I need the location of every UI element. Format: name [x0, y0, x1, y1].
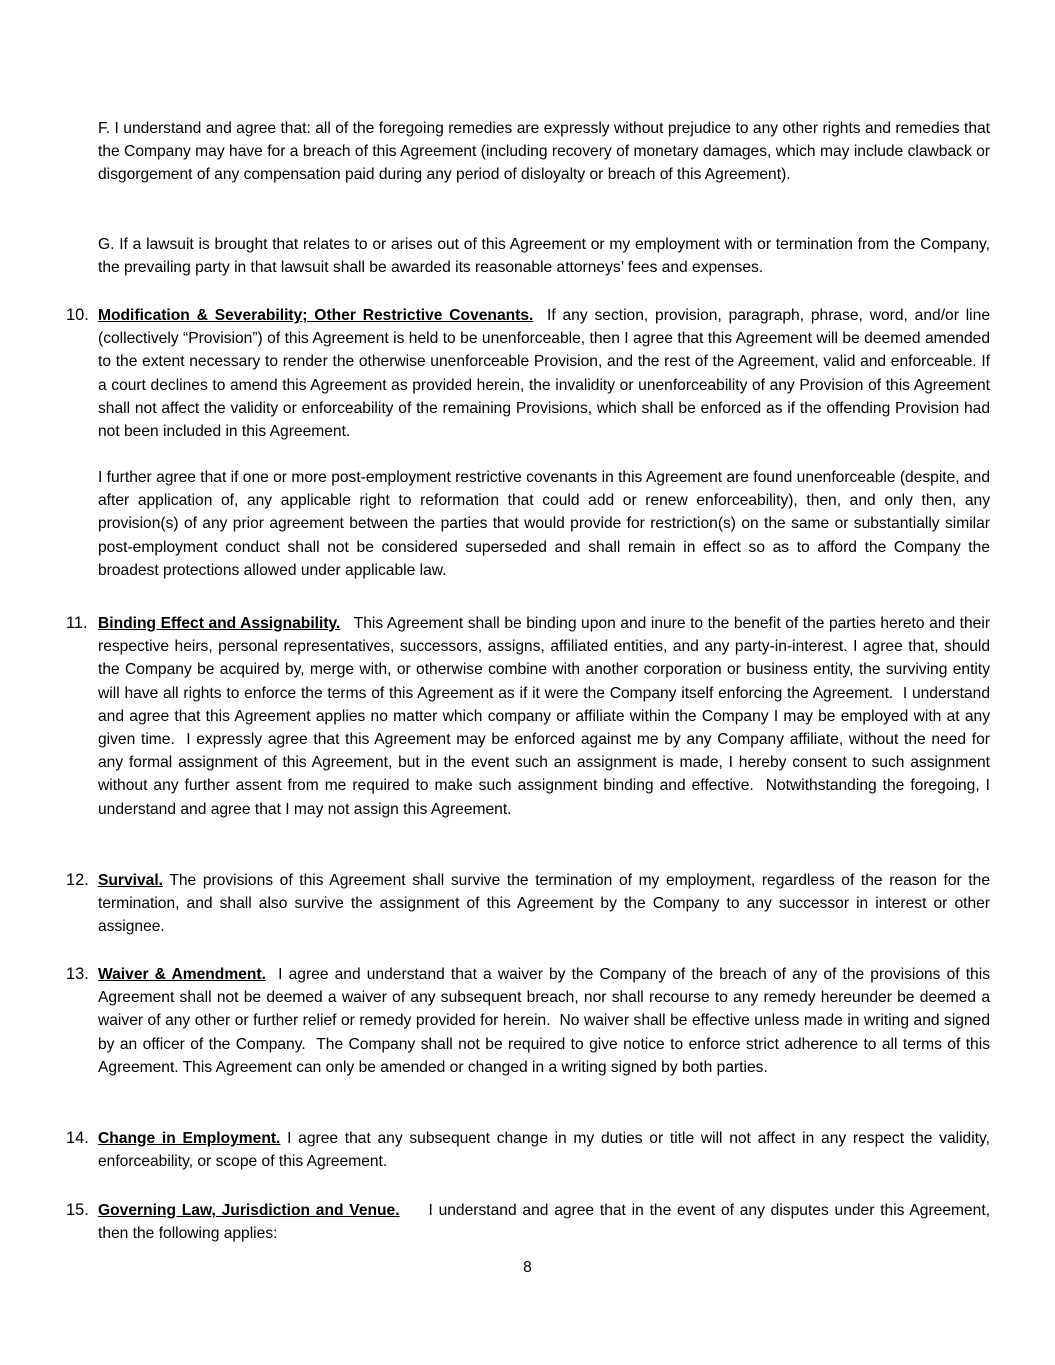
- section-number: 11.: [66, 614, 88, 632]
- section-10-paragraph-2: I further agree that if one or more post-employment restrictive covenants in this Agreement are found unenforceable (despite, and after application of, any applicable right to reformation that could add or renew enforceability), then, and only then, any provision(s) of any prior agreement between the parties that would provide for restriction(s) on the same or substantially similar post-employment conduct shall not be considered superseded and shall remain in effect so as to afford the Company the broadest protections allowed under applicable law.: [98, 469, 990, 579]
- section-body: [98, 869, 995, 939]
- section-body: [98, 963, 995, 1079]
- section-body: [98, 304, 995, 443]
- section-12: [66, 869, 995, 939]
- section-14: [66, 1127, 995, 1173]
- section-13: [66, 963, 995, 1079]
- section-number: 13.: [66, 965, 89, 983]
- section-text: This Agreement shall be binding upon and inure to the benefit of the parties hereto and their respective heirs, personal representatives, successors, assigns, affiliated entities, and any party-in-interest. I agree that, should the Company be acquired by, merge with, or otherwise combine with another corporation or business entity, the surviving entity will have all rights to enforce the terms of this Agreement as if it were the Company itself enforcing the Agreement. I understand and agree that this Agreement applies no matter which company or affiliate within the Company I may be employed with at any given time. I expressly agree that this Agreement may be enforced against me by any Company affiliate, without the need for any formal assignment of this Agreement, but in the event such an assignment is made, I hereby consent to such assignment without any further assent from me required to make such assignment binding and effective. Notwithstanding the foregoing, I understand and agree that I may not assign this Agreement.: [98, 615, 995, 818]
- section-number: 15.: [66, 1201, 89, 1219]
- page-number: 8: [523, 1259, 532, 1276]
- section-number: 10.: [66, 306, 89, 324]
- paragraph-g: G. If a lawsuit is brought that relates to or arises out of this Agreement or my employment with or termination from the Company, the prevailing party in that lawsuit shall be awarded its reasonable attorneys’ fees and expenses.: [98, 236, 990, 277]
- section-body: [98, 1199, 995, 1245]
- section-body: [98, 612, 995, 821]
- section-body: [98, 1127, 995, 1173]
- section-11: [66, 612, 995, 821]
- section-heading: Survival.: [98, 872, 164, 889]
- section-text: I understand and agree that in the event of any disputes under this Agreement, then the following applies:: [98, 1202, 995, 1243]
- section-text: If any section, provision, paragraph, phrase, word, and/or line (collectively “Provision”) of this Agreement is held to be unenforceable, then I agree that this Agreement will be deemed amended to the extent necessary to render the otherwise unenforceable Provision, and the rest of the Agreement, valid and enforceable. If a court declines to amend this Agreement as provided herein, the invalidity or unenforceability of any Provision of this Agreement shall not affect the validity or enforceability of the remaining Provisions, which shall be enforced as if the offending Provision had not been included in this Agreement.: [98, 307, 995, 441]
- section-text: The provisions of this Agreement shall survive the termination of my employment, regardless of the reason for the termination, and shall also survive the assignment of this Agreement by the Company to any successor in interest or other assignee.: [98, 872, 995, 936]
- section-number: 14.: [66, 1129, 89, 1147]
- section-number: 12.: [66, 871, 89, 889]
- section-15: [66, 1199, 995, 1245]
- paragraph-f: F. I understand and agree that: all of the foregoing remedies are expressly without prejudice to any other rights and remedies that the Company may have for a breach of this Agreement (including recovery of monetary damages, which may include clawback or disgorgement of any compensation paid during any period of disloyalty or breach of this Agreement).: [98, 120, 990, 184]
- section-text: I agree and understand that a waiver by the Company of the breach of any of the provisions of this Agreement shall not be deemed a waiver of any subsequent breach, nor shall recourse to any remedy hereunder be deemed a waiver of any other or further relief or remedy provided for herein. No waiver shall be effective unless made in writing and signed by an officer of the Company. The Company shall not be required to give notice to enforce strict adherence to all terms of this Agreement. This Agreement can only be amended or changed in a writing signed by both parties.: [98, 966, 995, 1076]
- section-heading: Binding Effect and Assignability.: [98, 615, 341, 632]
- section-heading: Waiver & Amendment.: [98, 966, 266, 983]
- section-heading: Governing Law, Jurisdiction and Venue.: [98, 1202, 400, 1219]
- section-10: [66, 304, 995, 443]
- section-heading: Modification & Severability; Other Restrictive Covenants.: [98, 307, 534, 324]
- section-text: I agree that any subsequent change in my duties or title will not affect in any respect the validity, enforceability, or scope of this Agreement.: [98, 1130, 995, 1171]
- section-heading: Change in Employment.: [98, 1130, 281, 1147]
